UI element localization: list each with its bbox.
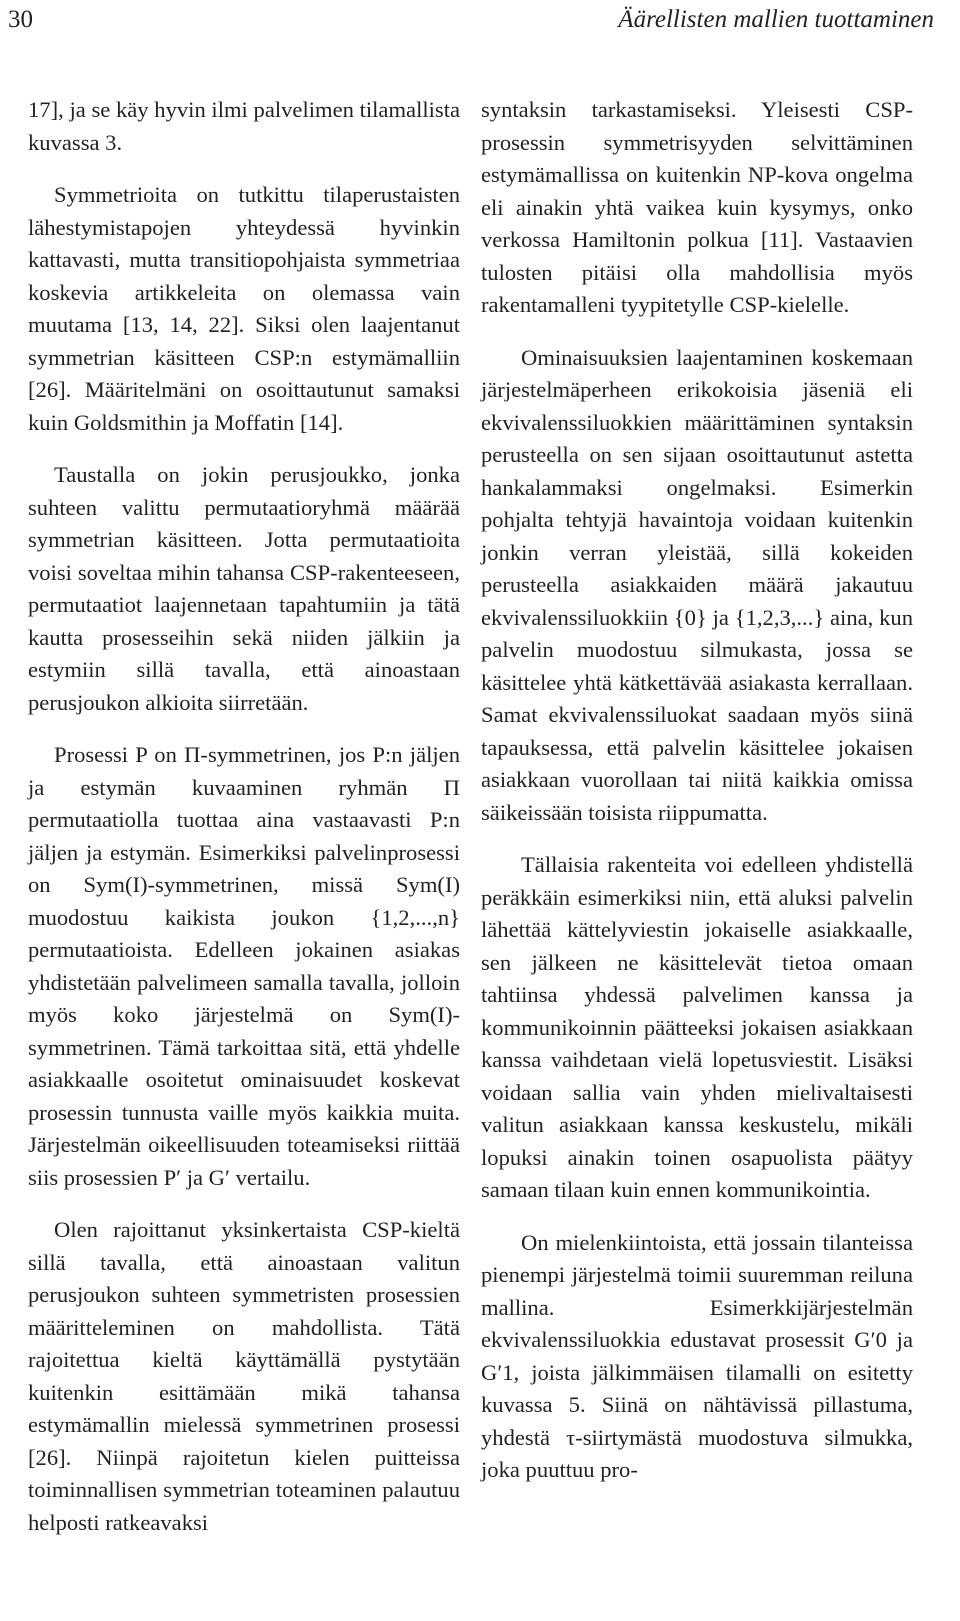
paragraph: Olen rajoittanut yksinkertaista CSP-kieltä sillä tavalla, että ainoastaan valitun perusjoukon suhteen symmetristen prosessien määritteleminen on mahdollista. Tätä rajoitettua kieltä käyttämällä pystytään kuitenkin esittämään mikä tahansa estymämallin mielessä symmetrinen prosessi [26]. Niinpä rajoitetun kielen puitteissa toiminnallisen symmetrian toteaminen palautuu helposti ratkeavaksi bbox=[28, 1217, 460, 1535]
right-column bbox=[481, 94, 913, 1507]
paragraph: Taustalla on jokin perusjoukko, jonka suhteen valittu permutaatioryhmä määrää symmetrian käsitteen. Jotta permutaatioita voisi soveltaa mihin tahansa CSP-rakenteeseen, permutaatiot laajennetaan tapahtumiin ja tätä kautta prosesseihin sekä niiden jälkiin ja estymiin sillä tavalla, että ainoastaan perusjoukon alkioita siirretään. bbox=[28, 462, 460, 715]
page-number: 30 bbox=[8, 6, 33, 33]
paragraph: 17], ja se käy hyvin ilmi palvelimen tilamallista kuvassa 3. bbox=[28, 97, 460, 155]
left-column bbox=[28, 94, 460, 1559]
paragraph: On mielenkiintoista, että jossain tilanteissa pienempi järjestelmä toimii suuremman reiluna mallina. Esimerkkijärjestelmän ekvivalenssiluokkia edustavat prosessit G′0 ja G′1, joista jälkimmäisen tilamalli on esitetty kuvassa 5. Siinä on nähtävissä pillastuma, yhdestä τ-siirtymästä muodostuva silmukka, joka puuttuu pro- bbox=[481, 1229, 913, 1482]
paragraph: Tällaisia rakenteita voi edelleen yhdistellä peräkkäin esimerkiksi niin, että aluksi palvelin lähettää kättelyviestin jokaiselle asiakkaalle, sen jälkeen ne käsittelevät tietoa omaan tahtiinsa yhdessä palvelimen kanssa ja kommunikoinnin päätteeksi jokaisen asiakkaan kanssa vaihdetaan vielä lopetusviestit. Lisäksi voidaan sallia vain yhden mielivaltaisesti valitun asiakkaan kanssa keskustelu, mikäli lopuksi ainakin toinen osapuolista päätyy samaan tilaan kuin ennen kommunikointia. bbox=[481, 852, 913, 1202]
paragraph: syntaksin tarkastamiseksi. Yleisesti CSP-prosessin symmetrisyyden selvittäminen estymämallissa on kuitenkin NP-kova ongelma eli ainakin yhtä vaikea kuin kysymys, onko verkossa Hamiltonin polkua [11]. Vastaavien tulosten pitäisi olla mahdollisia myös rakentamalleni tyypitetylle CSP-kielelle. bbox=[481, 97, 913, 317]
page-header bbox=[0, 6, 960, 46]
running-title: Äärellisten mallien tuottaminen bbox=[618, 6, 934, 33]
paragraph: Prosessi P on Π-symmetrinen, jos P:n jäljen ja estymän kuvaaminen ryhmän Π permutaatiolla tuottaa aina vastaavasti P:n jäljen ja estymän. Esimerkiksi palvelinprosessi on Sym(I)-symmetrinen, missä Sym(I) muodostuu kaikista joukon {1,2,...,n} permutaatioista. Edelleen jokainen asiakas yhdistetään palvelimeen samalla tavalla, jolloin myös koko järjestelmä on Sym(I)-symmetrinen. Tämä tarkoittaa sitä, että yhdelle asiakkaalle osoitetut ominaisuudet koskevat prosessin tunnusta vaille myös kaikkia muita. Järjestelmän oikeellisuuden toteamiseksi riittää siis prosessien P′ ja G′ vertailu. bbox=[28, 742, 460, 1190]
paragraph: Ominaisuuksien laajentaminen koskemaan järjestelmäperheen erikokoisia jäseniä eli ekvivalenssiluokkien määrittäminen syntaksin perusteella on sen sijaan osoittautunut astetta hankalammaksi ongelmaksi. Esimerkin pohjalta tehtyjä havaintoja voidaan kuitenkin jonkin verran yleistää, sillä kokeiden perusteella asiakkaiden määrä jakautuu ekvivalenssiluokkiin {0} ja {1,2,3,...} aina, kun palvelin muodostuu silmukasta, jossa se käsittelee yhtä kätkettävää asiakasta kerrallaan. Samat ekvivalenssiluokat saadaan myös siinä tapauksessa, että palvelin käsittelee jokaisen asiakkaan vuorollaan tai niitä kaikkia omissa säikeissään toisista riippumatta. bbox=[481, 344, 913, 825]
paragraph: Symmetrioita on tutkittu tilaperustaisten lähestymistapojen yhteydessä hyvinkin kattavasti, mutta transitiopohjaista symmetriaa koskevia artikkeleita on olemassa vain muutama [13, 14, 22]. Siksi olen laajentanut symmetrian käsitteen CSP:n estymämalliin [26]. Määritelmäni on osoittautunut samaksi kuin Goldsmithin ja Moffatin [14]. bbox=[28, 182, 460, 435]
